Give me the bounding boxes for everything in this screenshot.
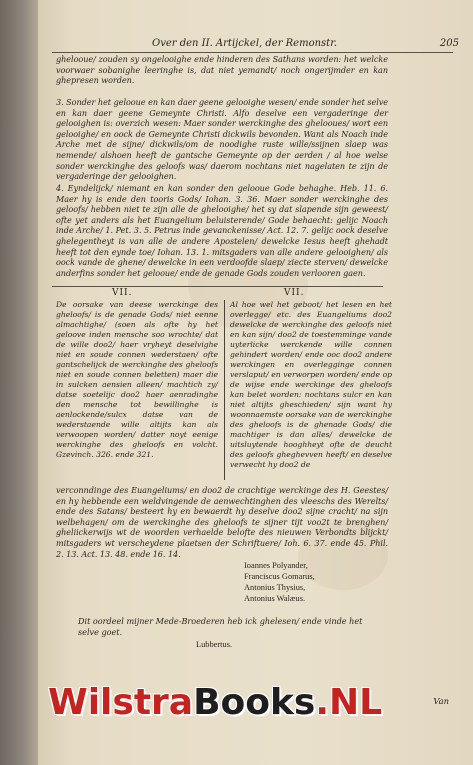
page-header — [52, 38, 459, 52]
book-gutter-shadow — [0, 0, 38, 765]
catchword: Van — [433, 696, 449, 706]
page-number: 205 — [439, 38, 459, 49]
watermark-part2: Books — [193, 682, 316, 723]
approval-note: Dit oordeel mijner Mede-Broederen heb ick ghelesen/ ende vinde het selve goet. — [78, 616, 363, 637]
left-column-text: De oorsake van deese werckinge des gheloofs/ is de genade Gods/ niet eenne almachtighe/ (soen als ofte hy het geloove inden mensche soo wrochte/ dat de wille doo2/ haer vryheyt deselvighe niet en soude connen wederstaen/ ofte gantschelijck de werckinghe des gheloofs niet en soude connen beletten) maer die in sulcken aensien alleen/ machtich zy/ datse soetelijc doo2 haer aenradinghe den mensche tot bewillinghe is aenlockende/sulcx datse van de wederstaende wille altijts kan als verwoopen worden/ datter noyt eenige werckinghe des gheloofs en volcht. Gzevinch. 326. ende 321. — [56, 300, 218, 459]
signatory: Ioannes Polyander, — [244, 561, 308, 570]
intro-paragraph: ghelooue/ zouden sy ongelooighe ende hinderen des Sathans worden: het welcke voorwaer sobanighe leeringhe is, dat niet yemandt/ noch ongerijmder en kan ghepresen worden. — [56, 54, 388, 86]
column-divider — [224, 300, 225, 480]
section-rule — [52, 286, 383, 287]
watermark-logo — [48, 682, 428, 740]
right-column-heading: VII. — [284, 288, 305, 298]
approval-signer: Lubbertus. — [196, 640, 233, 649]
header-rule — [52, 52, 453, 53]
watermark-part3: .NL — [315, 682, 383, 723]
continuation-paragraph: verconndinge des Euangeliums/ en doo2 de crachtige werckinge des H. Geestes/ en hy hebbende een weldvingende de aenwechtinghen des vleeschs des Werelts/ ende des Satans/ besteert hy en bewaerdt hy deselve doo2 sijne cracht/ na sijn welbehagen/ om de werckinghe des gheloofs te sijner tijt voo2t te brenghen/ gheliickerwijs wt de woorden verhaelde belofte des nieuwen Verbondts blijckt/ mitsgaders wt verscheydene plaetsen der Schriftuere/ Ioh. 6. 37. ende 45. Phil. 2. 13. Act. 13. 48. ende 16. 14. — [56, 485, 388, 559]
watermark-part1: Wilstra — [48, 682, 194, 723]
right-column-text: Al hoe wel het geboot/ het lesen en het overlegge/ etc. des Euangeliums doo2 dewelcke de werckinghe des geloofs niet en kan sijn/ doo2 de toestemminge vande uyterlicke werckende wille connen gehindert worden/ ende ooc doo2 andere werckingen en overlegginge connen verslaput/ en verworpen worden/ ende op de wijse ende werckinge des gheloofs kan belet worden: nochtans sulcr en kan niet altijts gheschieden/ sijn want hy woonnaemste oorsake van de werckinghe des gheloofs is de ghenade Gods/ die machtiger is dan alles/ dewelcke de uitsluytende hooghheyt ofte de deucht des geloofs gheghevven heeft/ en deselve verwecht hy doo2 de — [230, 300, 392, 469]
signatory: Antonius Thysius, — [244, 583, 306, 592]
signatory: Antonius Walæus. — [244, 594, 306, 603]
paragraph-4: 4. Eyndelijck/ niemant en kan sonder den gelooue Gode behaghe. Heb. 11. 6. Maer hy is ende den tooris Gods/ Iohan. 3. 36. Maer sonder werckinghe des geloofs/ hebben niet te zijn alle de ghelooighe/ het sy dat slapende sijn geweest/ ofte yet anders als het Euangelium beluisterende/ Gode behaecht: gelijc Noach inde Arche/ 1. Pet. 3. 5. Petrus inde gevanckenisse/ Act. 12. 7. gelijc oock deselve ghelegentheyt is van alle de andere Apostelen/ dewelcke Iesus heeft ghehadt heeft tot den eynde toe/ Iohan. 13. 1. mitsgaders van alle andere gelooighen/ als oock vande de ghene/ dewelcke in een verdoofde slaep/ ziecte sterven/ dewelcke anderfins sonder het gelooue/ ende de genade Gods zouden verlooren gaen. — [56, 183, 388, 278]
book-page — [38, 0, 473, 765]
left-column-heading: VII. — [112, 288, 133, 298]
signatory: Franciscus Gomarus, — [244, 572, 315, 581]
signatories — [244, 560, 315, 604]
running-title: Over den II. Artijckel, der Remonstr. — [152, 38, 338, 49]
paragraph-3: 3. Sonder het gelooue en kan daer geene gelooighe wesen/ ende sonder het selve en kan daer geene Gemeynte Christi. Alfo deselve een vergaderinge der gelooighen is: overzich wesen: Maer sonder werckinghe des ghelooues/ wort een gelooighe/ en oock de Gemeynte Christi dickwils bevonden. Want als Noach inde Arche met de sijne/ dickwils/om de noodighe ruste wille/ssijnen slaep was nemende/ alshoen heeft de gantsche Gemeynte op der aerden / al hoe welse sonder werckinghe des geloofs was/ daerom nochtans niet nagelaten te zijn de vergaderinge der gelooighen. — [56, 97, 388, 182]
